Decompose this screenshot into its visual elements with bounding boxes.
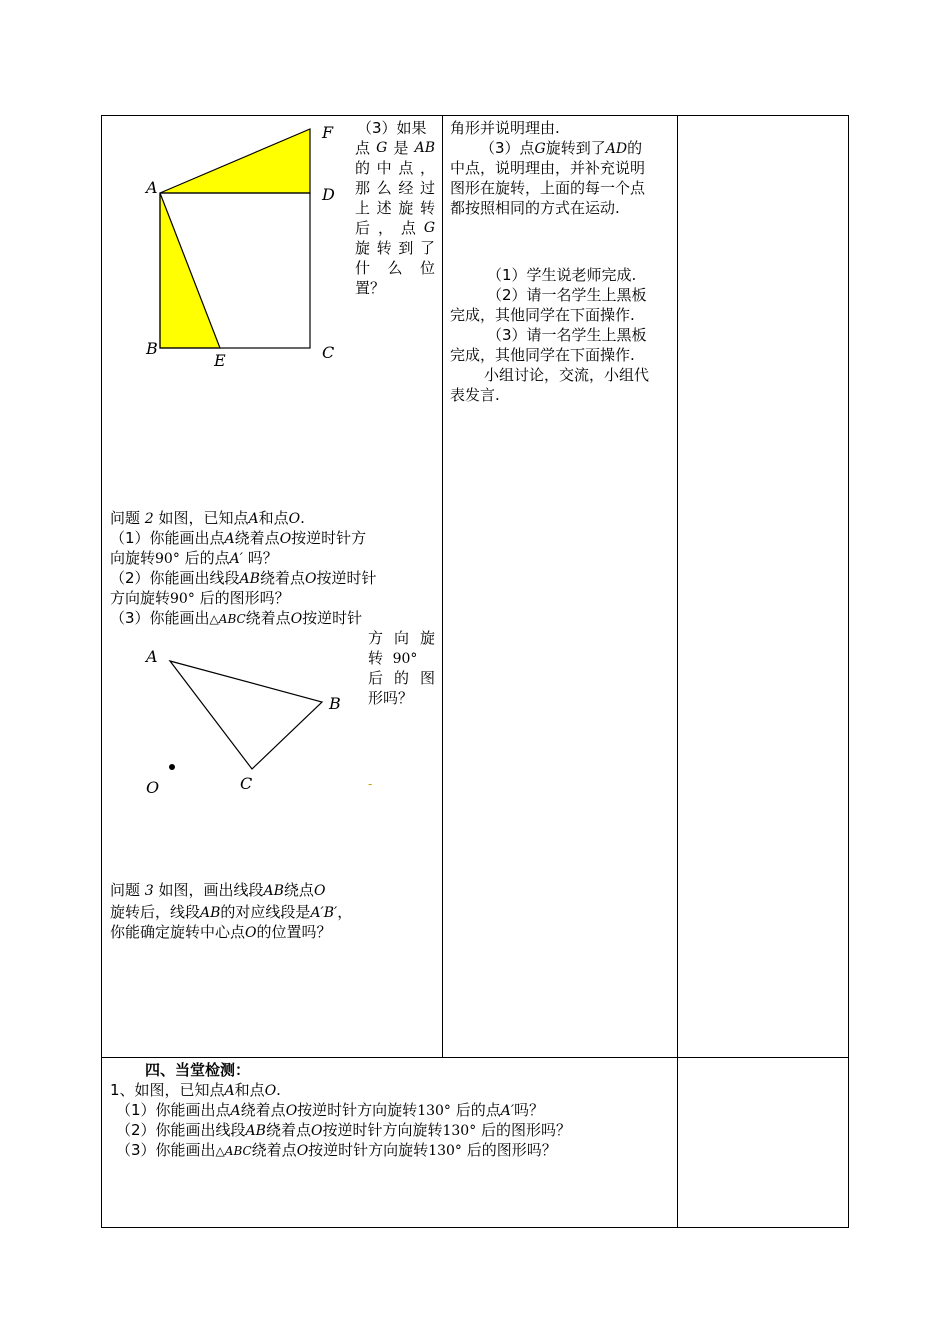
mid-text-4: 图形在旋转，上面的每一个点 — [450, 179, 646, 197]
mid-text-1: 角形并说明理由. — [450, 119, 560, 137]
q3-line-1: （3）如果 — [357, 119, 427, 137]
q3-line-7: 旋 转 到 了 — [355, 239, 435, 257]
label-F: F — [322, 123, 334, 142]
problem2-right-4: 形吗？ — [368, 689, 414, 707]
q3-line-9: 置？ — [355, 279, 386, 297]
label-A2: A — [146, 647, 158, 666]
problem2-line-3: （2）你能画出线段AB绕着点O按逆时针 — [110, 569, 377, 587]
mid-step-2: （2）请一名学生上黑板 — [487, 286, 647, 304]
problem3-line-2: 旋转后，线段AB的对应线段是A′B′， — [110, 903, 353, 921]
q3-line-2: 点 G 是 AB — [355, 139, 435, 157]
mid-step-4: 小组讨论，交流，小组代 — [484, 366, 650, 384]
mid-step-2b: 完成，其他同学在下面操作. — [450, 306, 635, 324]
q3-line-3: 的 中 点 ， — [355, 159, 435, 177]
problem2-line-5: （3）你能画出△ABC绕着点O按逆时针 — [110, 609, 363, 627]
problem2-line-2: 向旋转90° 后的点A′ 吗？ — [110, 549, 278, 567]
problem2-title: 问题 2 如图，已知点A和点O. — [110, 509, 305, 527]
problem2-right-2: 转 90° — [368, 649, 418, 667]
section4-heading: 四、当堂检测： — [145, 1061, 251, 1079]
triangle-ABE — [160, 193, 220, 348]
section4-line-1: 1、如图，已知点A和点O. — [110, 1081, 281, 1099]
triangle-AFD — [160, 129, 310, 193]
mid-text-5: 都按照相同的方式在运动. — [450, 199, 620, 217]
q3-line-5: 上 述 旋 转 — [355, 199, 435, 217]
mid-step-3b: 完成，其他同学在下面操作. — [450, 346, 635, 364]
triangle-ABC — [170, 661, 322, 769]
problem2-line-1: （1）你能画出点A绕着点O按逆时针方 — [110, 529, 367, 547]
stray-dash-mark: - — [368, 777, 373, 791]
triangle-ABC-figure — [169, 661, 322, 770]
section4-line-3: （2）你能画出线段AB绕着点O按逆时针方向旋转130° 后的图形吗？ — [116, 1121, 571, 1139]
label-O2: O — [146, 778, 160, 797]
problem2-right-3: 后 的 图 — [368, 669, 435, 687]
mid-text-2: （3）点G旋转到了AD的 — [480, 139, 643, 157]
label-C2: C — [240, 774, 253, 793]
label-B2: B — [329, 694, 341, 713]
mid-step-1: （1）学生说老师完成. — [487, 266, 637, 284]
mid-step-4b: 表发言. — [450, 386, 500, 404]
mid-text-3: 中点，说明理由，并补充说明 — [450, 159, 646, 177]
problem3-line-3: 你能确定旋转中心点O的位置吗？ — [110, 923, 332, 941]
section4-line-2: （1）你能画出点A绕着点O按逆时针方向旋转130° 后的点A′吗？ — [116, 1101, 545, 1119]
square-rotation-figure — [160, 129, 310, 348]
label-A: A — [146, 178, 158, 197]
label-D: D — [322, 185, 335, 204]
q3-line-6: 后 ， 点 G — [355, 219, 435, 237]
mid-step-3: （3）请一名学生上黑板 — [487, 326, 647, 344]
problem2-right-1: 方 向 旋 — [368, 629, 435, 647]
label-E: E — [214, 351, 226, 370]
point-O — [169, 764, 175, 770]
q3-line-4: 那 么 经 过 — [355, 179, 435, 197]
section4-line-4: （3）你能画出△ABC绕着点O按逆时针方向旋转130° 后的图形吗？ — [116, 1141, 557, 1159]
label-C: C — [322, 343, 335, 362]
label-B: B — [146, 339, 158, 358]
problem3-line-1: 问题 3 如图，画出线段AB绕点O — [110, 881, 326, 899]
q3-line-8: 什 么 位 — [355, 259, 435, 277]
problem2-line-4: 方向旋转90° 后的图形吗？ — [110, 589, 290, 607]
